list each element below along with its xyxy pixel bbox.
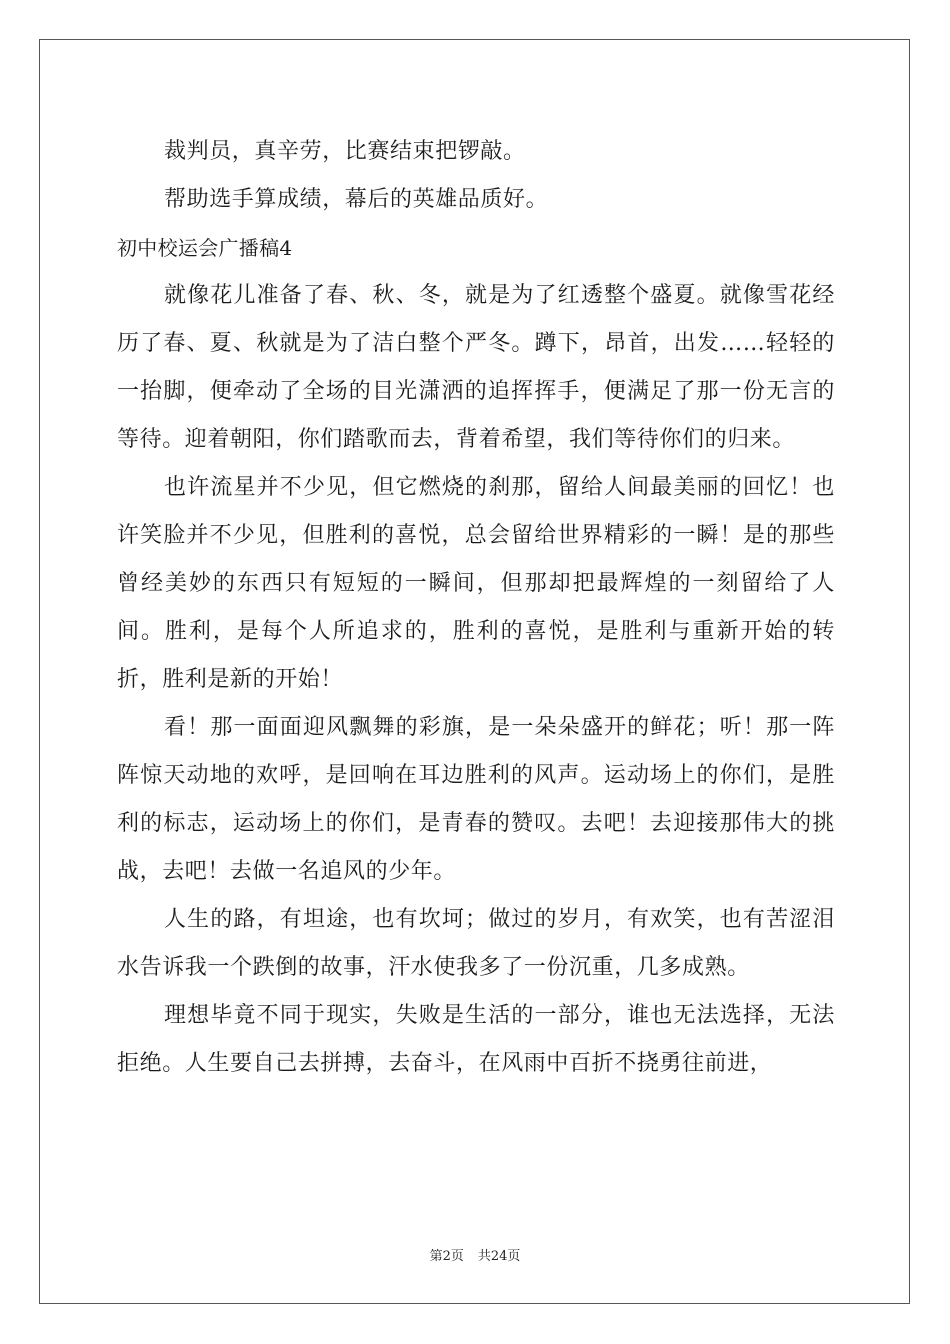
paragraph-3: 看！那一面面迎风飘舞的彩旗，是一朵朵盛开的鲜花；听！那一阵阵惊天动地的欢呼，是回响在耳边胜利的风声。运动场上的你们，是胜利的标志，运动场上的你们，是青春的赞叹。去吧！去迎接那伟大的挑战，去吧！去做一名追风的少年。 (117, 715, 835, 884)
verse-line-2: 帮助选手算成绩，幕后的英雄品质好。 (164, 187, 549, 212)
section-heading: 初中校运会广播稿4 (117, 236, 293, 260)
page-total: 共24页 (477, 1249, 521, 1264)
paragraph-1: 就像花儿准备了春、秋、冬，就是为了红透整个盛夏。就像雪花经历了春、夏、秋就是为了洁白整个严冬。蹲下，昂首，出发……轻轻的一抬脚，便牵动了全场的目光潇洒的追挥挥手，便满足了那一份无言的等待。迎着朝阳，你们踏歌而去，背着希望，我们等待你们的归来。 (117, 283, 835, 452)
paragraph-2: 也许流星并不少见，但它燃烧的刹那，留给人间最美丽的回忆！也许笑脸并不少见，但胜利的喜悦，总会留给世界精彩的一瞬！是的那些曾经美妙的东西只有短短的一瞬间，但那却把最辉煌的一刻留给了人间。胜利，是每个人所追求的，胜利的喜悦，是胜利与重新开始的转折，胜利是新的开始！ (117, 475, 835, 692)
page-footer (0, 1245, 950, 1264)
page-number: 第2页 (429, 1249, 464, 1264)
document-body (117, 128, 835, 1088)
paragraph-5: 理想毕竟不同于现实，失败是生活的一部分，谁也无法选择，无法拒绝。人生要自己去拼搏，去奋斗，在风雨中百折不挠勇往前进， (117, 1003, 835, 1076)
paragraph-4: 人生的路，有坦途，也有坎坷；做过的岁月，有欢笑，也有苦涩泪水告诉我一个跌倒的故事，汗水使我多了一份沉重，几多成熟。 (117, 907, 835, 980)
verse-line-1: 裁判员，真辛劳，比赛结束把锣敲。 (164, 139, 526, 164)
